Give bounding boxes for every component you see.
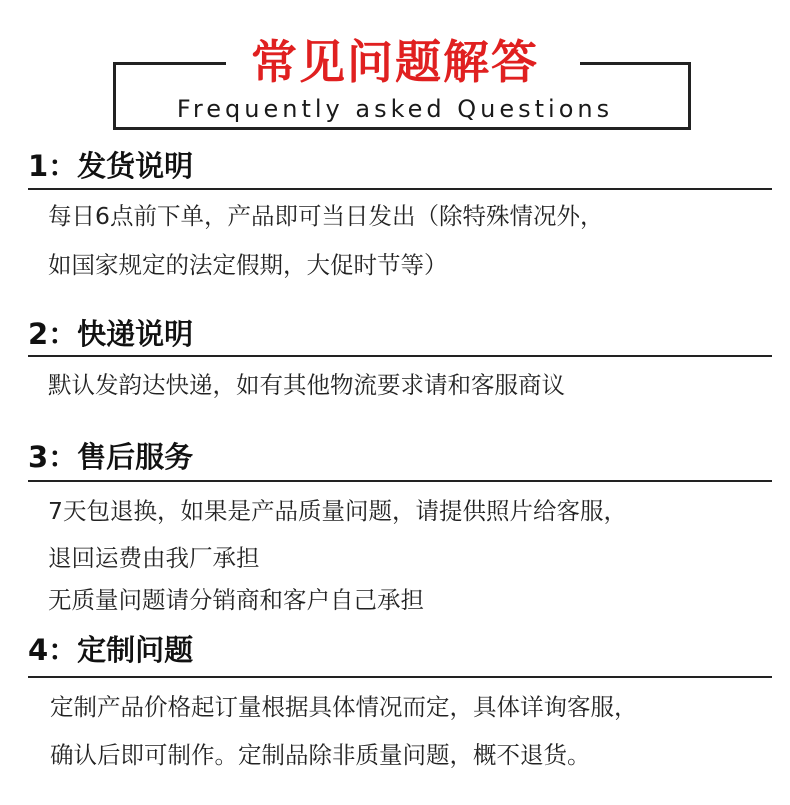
section-divider [28, 355, 772, 357]
section-text-line: 退回运费由我厂承担 [48, 544, 260, 572]
section-text-line: 每日6点前下单，产品即可当日发出（除特殊情况外， [48, 202, 604, 230]
section-text-line: 确认后即可制作。定制品除非质量问题，概不退货。 [50, 741, 591, 769]
page-subtitle: Frequently asked Questions [176, 95, 614, 123]
section-heading-courier: 2：快递说明 [28, 317, 194, 351]
section-text-line: 无质量问题请分销商和客户自己承担 [48, 586, 424, 614]
section-divider [28, 188, 772, 190]
section-text-line: 如国家规定的法定假期，大促时节等） [48, 251, 448, 279]
section-text-line: 定制产品价格起订量根据具体情况而定，具体详询客服， [50, 693, 638, 721]
section-text-line: 7天包退换，如果是产品质量问题，请提供照片给客服， [48, 497, 627, 525]
section-heading-shipping: 1：发货说明 [28, 149, 194, 183]
page-title: 常见问题解答 [251, 35, 539, 89]
section-divider [28, 676, 772, 678]
section-divider [28, 480, 772, 482]
section-text-line: 默认发韵达快递，如有其他物流要求请和客服商议 [48, 371, 565, 399]
section-heading-after-sales: 3：售后服务 [28, 440, 194, 474]
section-heading-customization: 4：定制问题 [28, 633, 194, 667]
